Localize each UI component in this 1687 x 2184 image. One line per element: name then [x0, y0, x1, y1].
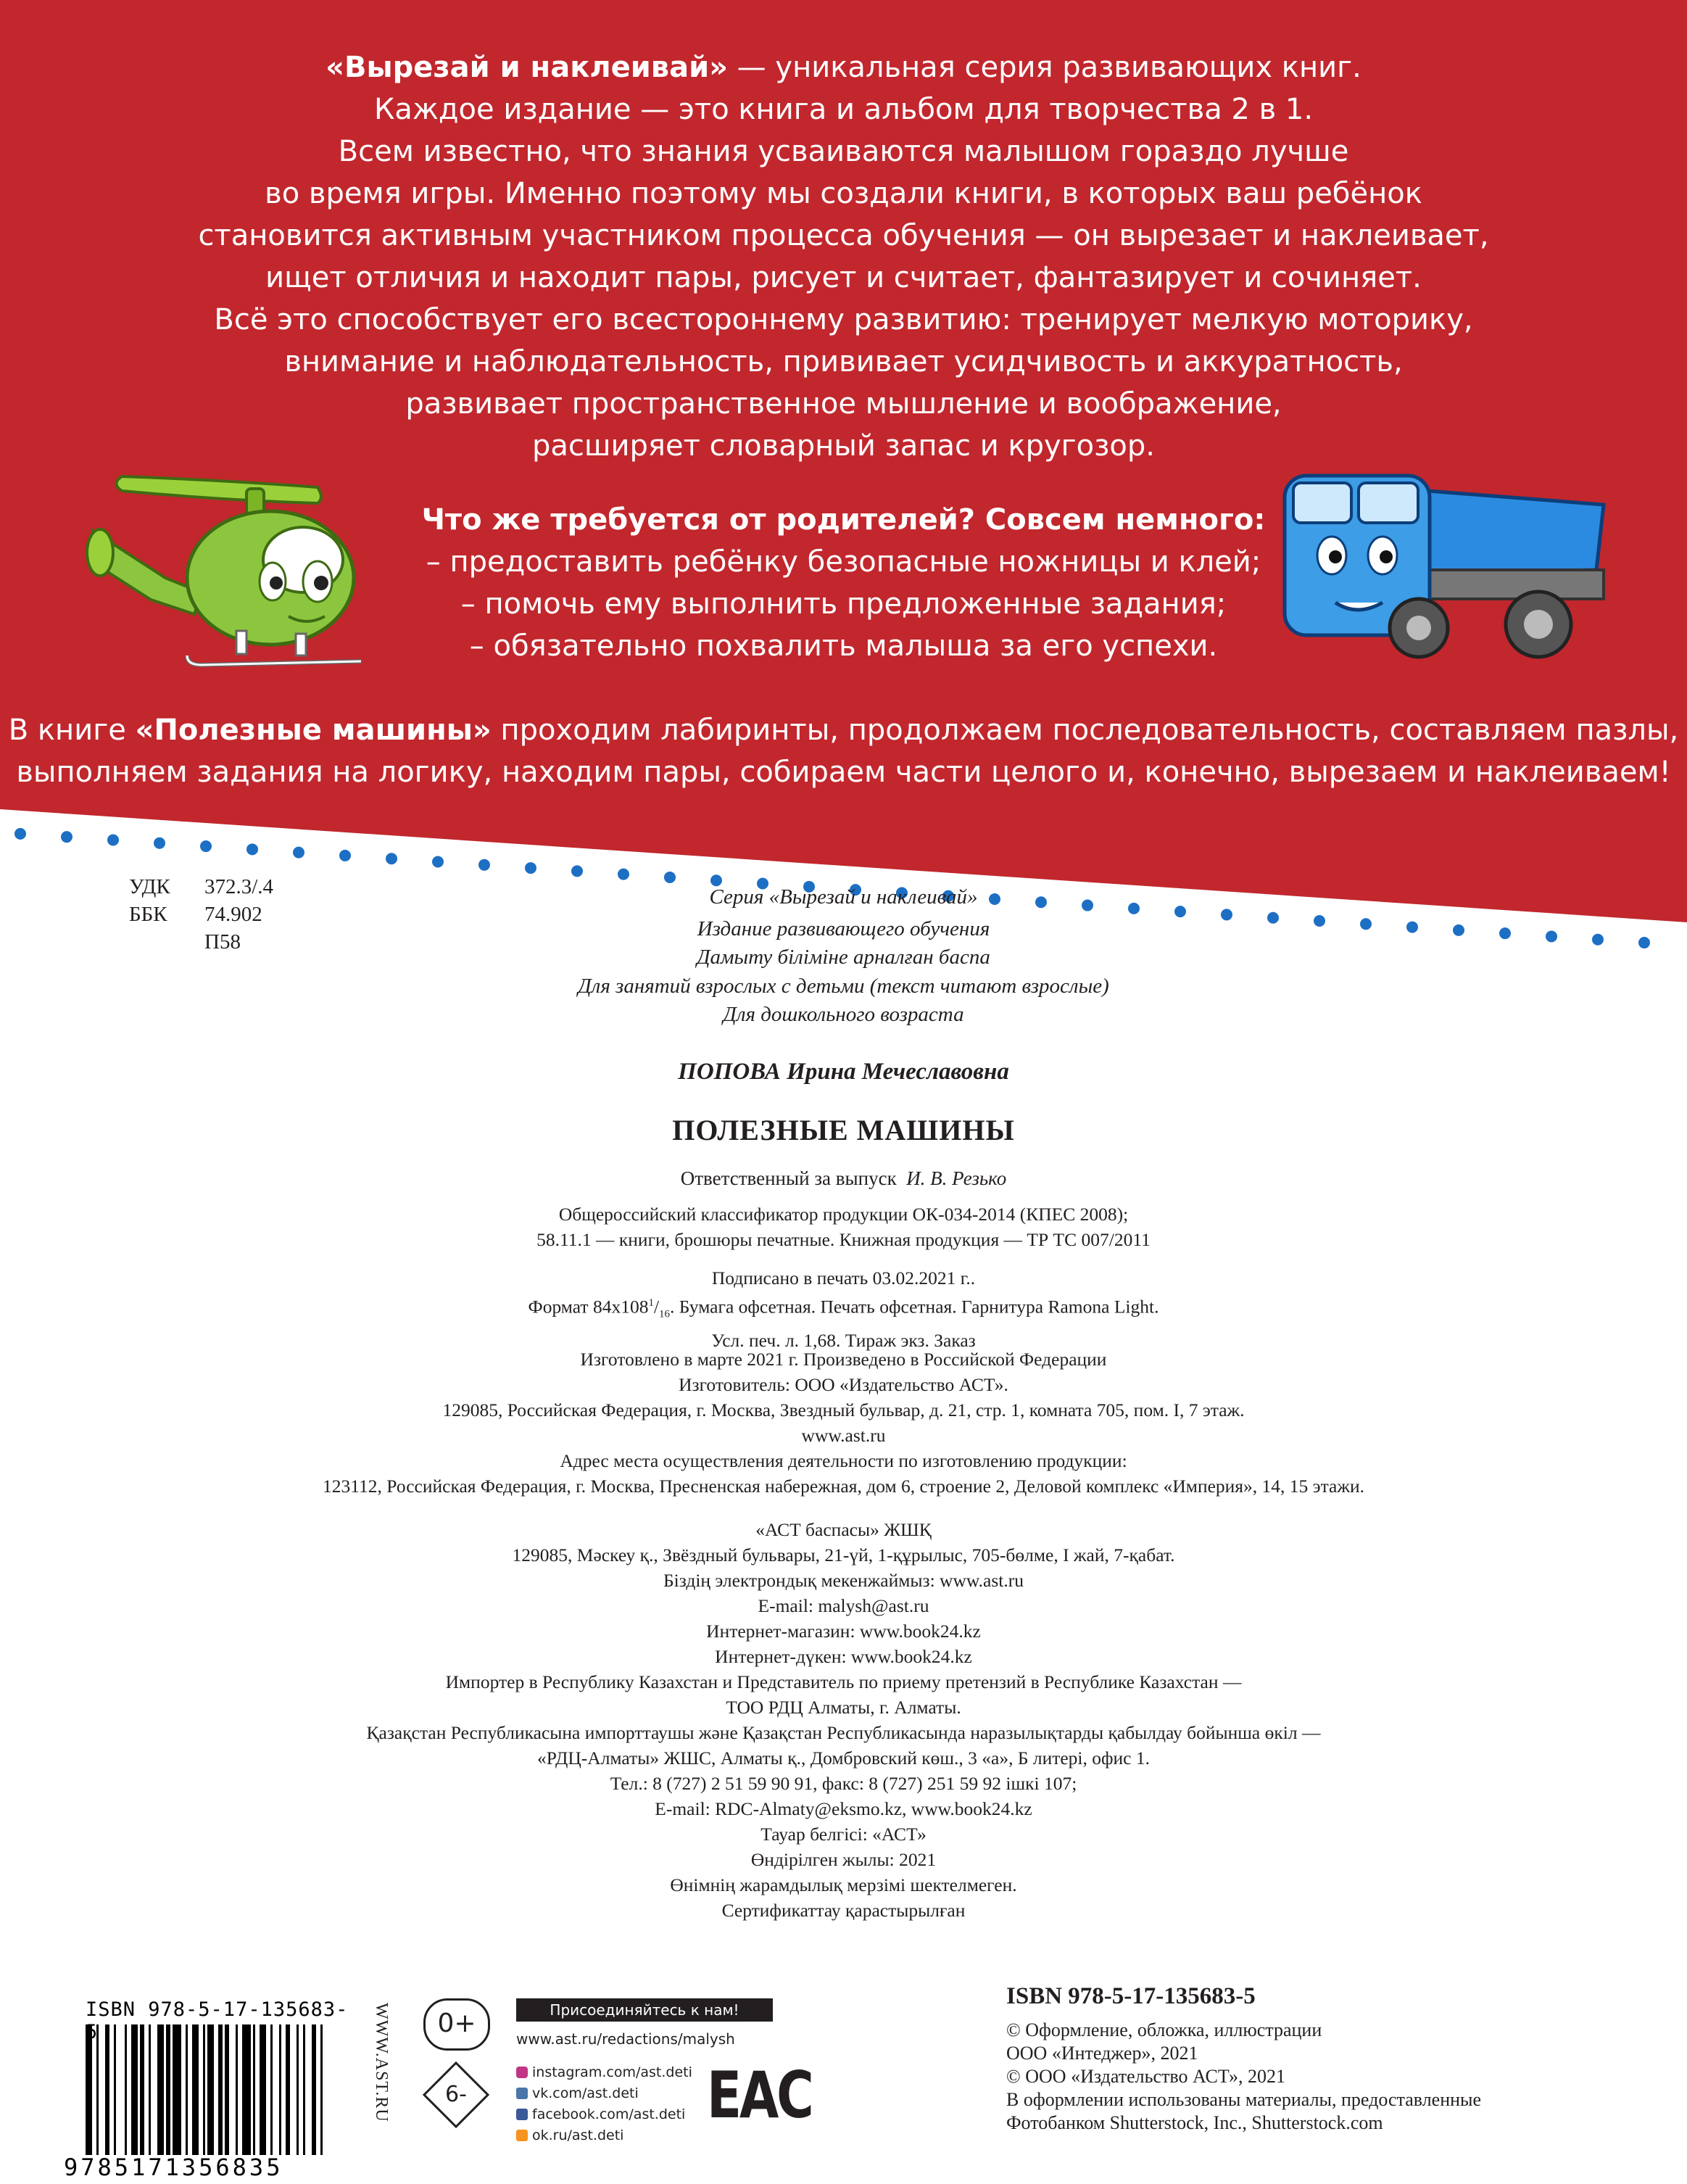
series-line: Для занятий взрослых с детьми (текст читают взрослые)	[578, 974, 1109, 998]
intro-line: «Вырезай и наклеивай» — уникальная серия развивающих книг.	[326, 51, 1361, 84]
editor-line: Ответственный за выпуск И. В. Резько	[680, 1167, 1007, 1189]
barcode-bar	[236, 2024, 238, 2155]
kazakh-line: Импортер в Республику Казахстан и Представитель по приему претензий в Республике Казахстан —	[445, 1671, 1242, 1692]
imprint-line: 58.11.1 — книги, брошюры печатные. Книжная продукция — ТР ТС 007/2011	[536, 1229, 1151, 1250]
summary-line-1: В книге «Полезные машины» проходим лабиринты, продолжаем последовательность, составляем пазлы,	[8, 713, 1679, 747]
manufacturer-line: Адрес места осуществления деятельности по изготовлению продукции:	[560, 1450, 1127, 1471]
barcode-bar	[192, 2024, 199, 2155]
barcode-bar	[286, 2024, 290, 2155]
border-dot	[571, 865, 583, 877]
border-dot	[107, 834, 119, 845]
barcode-bar	[114, 2024, 116, 2155]
manufacturer-line: 123112, Российская Федерация, г. Москва, Пресненская набережная, дом 6, строение 2, Деловой комплекс «Империя», 14, 15 этажи.	[322, 1476, 1365, 1497]
social-site-link[interactable]: www.ast.ru/redactions/malysh	[516, 2030, 735, 2048]
intro-line: ищет отличия и находит пары, рисует и считает, фантазирует и сочиняет.	[265, 261, 1422, 294]
social-link-facebook[interactable]: facebook.com/ast.deti	[516, 2104, 692, 2125]
barcode-bar	[253, 2024, 255, 2155]
kazakh-line: E-mail: malysh@ast.ru	[758, 1595, 929, 1616]
eac-mark: EAC	[707, 2058, 812, 2133]
border-dot	[339, 850, 351, 861]
volume-line: Усл. печ. л. 1,68. Тираж экз. Заказ	[711, 1329, 976, 1351]
kazakh-line: 129085, Мәскеу қ., Звёздный бульвары, 21-үй, 1-құрылыс, 705-бөлме, I жай, 7-қабат.	[512, 1544, 1175, 1565]
border-dot	[478, 859, 490, 871]
instagram-icon	[516, 2067, 528, 2078]
barcode-bar	[166, 2024, 170, 2155]
barcode-bars	[86, 2024, 347, 2155]
series-name: Серия «Вырезай и наклеивай»	[709, 885, 978, 909]
intro-line: Всем известно, что знания усваиваются малышом гораздо лучше	[338, 135, 1349, 168]
manufacturer-block	[0, 1347, 1687, 1499]
social-banner: Присоединяйтесь к нам!	[516, 1998, 773, 2022]
barcode-bar	[149, 2024, 151, 2155]
barcode-bar	[186, 2024, 188, 2155]
barcode-bar	[203, 2024, 205, 2155]
border-dot	[618, 869, 629, 880]
barcode-bar	[270, 2024, 273, 2155]
kazakh-line: Тауар белгісі: «АСТ»	[760, 1824, 927, 1845]
barcode-bar	[303, 2024, 305, 2155]
kazakh-line: Өнімнің жарамдылық мерзімі шектелмеген.	[670, 1874, 1017, 1895]
kazakh-line: Интернет-магазин: www.book24.kz	[706, 1621, 981, 1642]
social-link-ok[interactable]: ok.ru/ast.deti	[516, 2125, 692, 2146]
parents-item: – предоставить ребёнку безопасные ножницы и клей;	[426, 545, 1261, 579]
barcode-bar	[242, 2024, 251, 2155]
copyright-line: В оформлении использованы материалы, предоставленные	[1006, 2089, 1482, 2110]
bbk-value: 74.902	[204, 903, 262, 926]
barcode-bar	[96, 2024, 99, 2155]
barcode-bar	[140, 2024, 144, 2155]
print-info	[0, 1265, 1687, 1353]
intro-line: развивает пространственное мышление и воображение,	[405, 387, 1282, 421]
book-title: ПОЛЕЗНЫЕ МАШИНЫ	[672, 1114, 1015, 1146]
intro-line: Каждое издание — это книга и альбом для творчества 2 в 1.	[373, 93, 1314, 126]
border-dot	[200, 840, 212, 852]
udk-label: УДК	[129, 875, 170, 898]
age-rating-secondary: 6-	[445, 2082, 467, 2107]
border-dot	[293, 847, 304, 859]
parents-heading: Что же требуется от родителей? Совсем немного:	[421, 503, 1266, 537]
barcode	[64, 1998, 354, 2181]
parents-section	[0, 499, 1687, 667]
kazakh-line: ТОО РДЦ Алматы, г. Алматы.	[726, 1697, 961, 1718]
copyright-isbn: ISBN 978-5-17-135683-5	[1006, 1983, 1256, 2009]
border-dot	[664, 872, 676, 883]
border-dot	[154, 837, 165, 849]
border-dot	[432, 856, 444, 867]
barcode-bar	[218, 2024, 223, 2155]
copyright-line: © Оформление, обложка, иллюстрации	[1006, 2019, 1322, 2040]
social-link-vk[interactable]: vk.com/ast.deti	[516, 2083, 692, 2104]
series-info	[0, 883, 1687, 1030]
kazakh-line: Біздің электрондық мекенжаймыз: www.ast.ru	[663, 1570, 1024, 1591]
manufacturer-line: 129085, Российская Федерация, г. Москва, Звездный бульвар, д. 21, стр. 1, комната 705, пом. I, 7 этаж.	[442, 1399, 1245, 1420]
intro-line: становится активным участником процесса обучения — он вырезает и наклеивает,	[198, 219, 1489, 252]
series-line: Для дошкольного возраста	[723, 1003, 964, 1026]
parents-item: – помочь ему выполнить предложенные задания;	[460, 587, 1227, 621]
barcode-bar	[260, 2024, 266, 2155]
intro-line: во время игры. Именно поэтому мы создали книги, в которых ваш ребёнок	[265, 177, 1422, 210]
copyright-line: © ООО «Издательство АСТ», 2021	[1006, 2066, 1286, 2087]
vertical-site-wrapper	[366, 2003, 395, 2177]
barcode-bar	[312, 2024, 316, 2155]
barcode-bar	[207, 2024, 214, 2155]
ok-icon	[516, 2130, 528, 2141]
barcode-bar	[125, 2024, 127, 2155]
intro-line: расширяет словарный запас и кругозор.	[532, 429, 1155, 463]
facebook-icon	[516, 2109, 528, 2120]
barcode-bar	[279, 2024, 281, 2155]
manufacturer-line: Изготовлено в марте 2021 г. Произведено в Российской Федерации	[580, 1349, 1107, 1370]
border-dot	[246, 843, 258, 855]
author-name: ПОПОВА Ирина Мечеславовна	[678, 1059, 1009, 1085]
barcode-bar	[225, 2024, 229, 2155]
copyright-line: Фотобанком Shutterstock, Inc., Shutterstock.com	[1006, 2112, 1383, 2133]
book-summary	[0, 709, 1687, 793]
vk-icon	[516, 2088, 528, 2099]
barcode-digits: 9785171356835	[64, 2154, 283, 2181]
series-line: Дамыту біліміне арналған баспа	[697, 946, 990, 969]
barcode-bar	[157, 2024, 164, 2155]
social-link-instagram[interactable]: instagram.com/ast.deti	[516, 2062, 692, 2083]
manufacturer-line: Изготовитель: ООО «Издательство АСТ».	[679, 1374, 1008, 1395]
border-dot	[61, 831, 72, 843]
kazakh-line: Қазақстан Республикасына импорттаушы және Қазақстан Республикасында наразылықтарды қабылдау бойынша өкіл —	[366, 1722, 1321, 1743]
barcode-isbn-text: ISBN 978-5-17-135683-	[86, 1998, 349, 2021]
age-rating-badge: 0+	[423, 1998, 490, 2051]
summary-line-2: выполняем задания на логику, находим пары, собираем части целого и, конечно, вырезаем и наклеиваем!	[16, 756, 1671, 789]
imprint-block-1	[0, 1201, 1687, 1252]
kazakh-line: Интернет-дүкен: www.book24.kz	[715, 1646, 972, 1667]
imprint-line: Общероссийский классификатор продукции ОК-034-2014 (КПЕС 2008);	[558, 1204, 1129, 1225]
vertical-site: WWW.AST.RU	[372, 2003, 391, 2122]
bbk-label: ББК	[129, 903, 167, 926]
intro-paragraph	[0, 46, 1687, 467]
barcode-bar	[105, 2024, 109, 2155]
signed-line: Подписано в печать 03.02.2021 г..	[711, 1267, 976, 1289]
barcode-bar	[86, 2024, 92, 2155]
barcode-bar	[131, 2024, 138, 2155]
manufacturer-line: www.ast.ru	[801, 1425, 886, 1446]
social-links	[516, 2062, 692, 2146]
kazakh-line: «АСТ баспасы» ЖШҚ	[755, 1519, 932, 1540]
barcode-bar	[320, 2024, 323, 2155]
udk-value: 372.3/.4	[204, 875, 274, 898]
kazakh-line: Сертификаттау қарастырылған	[721, 1900, 966, 1921]
border-dot	[525, 862, 536, 874]
classification-code: П58	[204, 930, 241, 954]
barcode-bar	[173, 2024, 181, 2155]
kazakh-line: Тел.: 8 (727) 2 51 59 90 91, факс: 8 (727) 251 59 92 ішкі 107;	[610, 1773, 1077, 1794]
kazakh-line: Өндірілген жылы: 2021	[750, 1849, 937, 1870]
parents-item: – обязательно похвалить малыша за его успехи.	[469, 629, 1218, 663]
series-line: Издание развивающего обучения	[697, 917, 990, 940]
border-dot	[386, 853, 397, 864]
kazakh-line: E-mail: RDC-Almaty@eksmo.kz, www.book24.kz	[655, 1798, 1032, 1819]
kazakh-line: «РДЦ-Алматы» ЖШС, Алматы қ., Домбровский көш., 3 «а», Б литері, офис 1.	[536, 1747, 1151, 1769]
copyright-line: ООО «Интеджер», 2021	[1006, 2043, 1198, 2064]
copyright-block	[1006, 2019, 1481, 2135]
barcode-bar	[297, 2024, 299, 2155]
intro-line: Всё это способствует его всестороннему развитию: тренирует мелкую моторику,	[214, 303, 1473, 336]
format-line: Формат $84x108^1/_{16}$. Бумага офсетная. Печать офсетная. Гарнитура Ramona Light.	[528, 1296, 1159, 1320]
kazakh-block	[0, 1517, 1687, 1923]
intro-line: внимание и наблюдательность, прививает усидчивость и аккуратность,	[284, 345, 1403, 379]
border-dot	[14, 828, 26, 840]
